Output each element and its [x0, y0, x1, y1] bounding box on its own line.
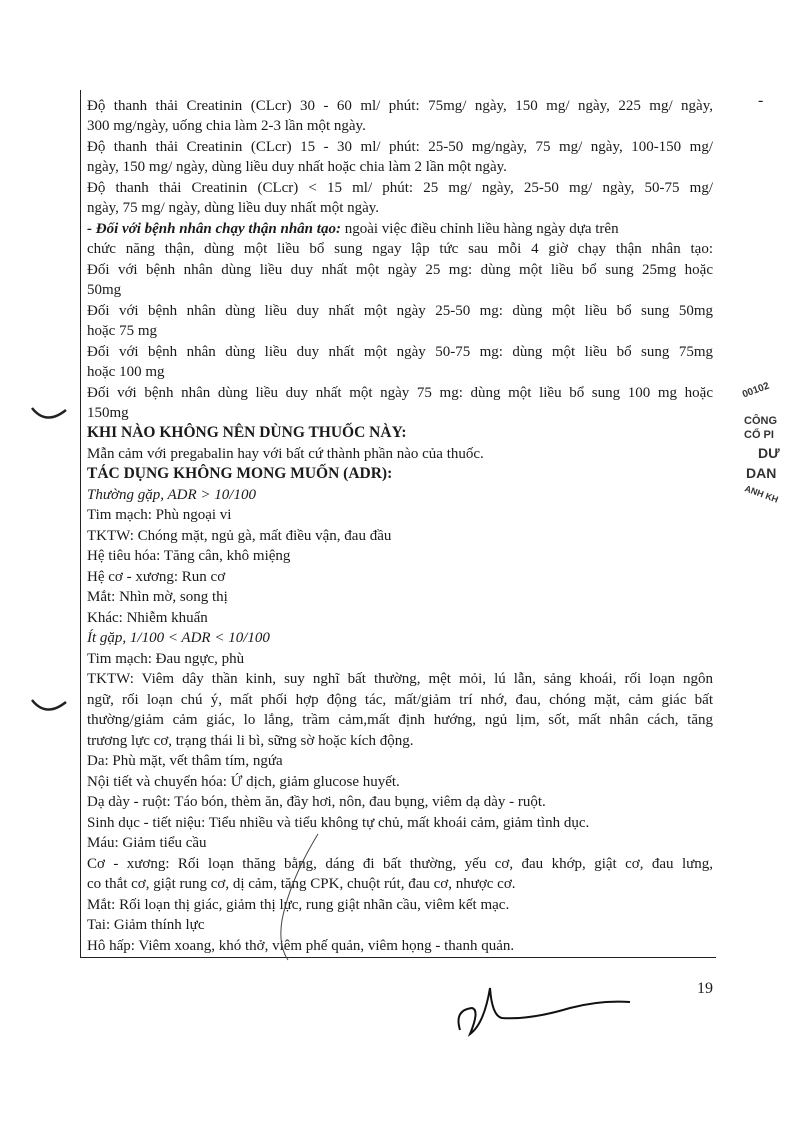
- text-line: Tim mạch: Phù ngoại vi: [87, 507, 232, 523]
- text-line: Tim mạch: Đau ngực, phù: [87, 651, 245, 667]
- text-line: ngữ, rối loạn chú ý, mất phối hợp động tác, mất/giảm trí nhớ, đau, chóng mặt, cảm giác bất: [87, 692, 713, 708]
- text-line: Độ thanh thải Creatinin (CLcr) 30 - 60 ml/ phút: 75mg/ ngày, 150 mg/ ngày, 225 mg/ ngày,: [87, 98, 713, 114]
- text-line: co thắt cơ, giật rung cơ, dị cảm, tăng CPK, chuột rút, đau cơ, nhược cơ.: [87, 876, 516, 892]
- text-line: Khác: Nhiễm khuẩn: [87, 610, 208, 626]
- stamp-text: CÔNG: [744, 415, 777, 427]
- stamp-text: ANH KH: [743, 483, 780, 505]
- text-line: ngoài việc điều chỉnh liều hàng ngày dựa trên: [344, 221, 619, 237]
- text-line: Đối với bệnh nhân dùng liều duy nhất một ngày 50-75 mg: dùng một liều bổ sung 75mg: [87, 344, 713, 360]
- dialysis-line: [87, 219, 713, 239]
- text-line: Mắt: Rối loạn thị giác, giảm thị lực, rung giật nhãn cầu, viêm kết mạc.: [87, 897, 510, 913]
- text-line: chức năng thận, dùng một liều bổ sung ngay lập tức sau mỗi 4 giờ chạy thận nhân tạo:: [87, 241, 713, 257]
- text-line: Đối với bệnh nhân dùng liều duy nhất một ngày 75 mg: dùng một liều bổ sung 100 mg hoặc: [87, 385, 713, 401]
- stamp-text: 00102: [740, 380, 771, 401]
- text-line: Mẫn cảm với pregabalin hay với bất cứ thành phần nào của thuốc.: [87, 446, 484, 462]
- text-line: Đối với bệnh nhân dùng liều duy nhất một ngày 25 mg: dùng một liều bổ sung 25mg hoặc: [87, 262, 713, 278]
- text-line: Cơ - xương: Rối loạn thăng bằng, dáng đi bất thường, yếu cơ, đau khớp, giật cơ, đau lưng,: [87, 856, 713, 872]
- frequency-label: Thường gặp, ADR > 10/100: [87, 487, 256, 503]
- text-line: hoặc 100 mg: [87, 364, 165, 380]
- text-line: Da: Phù mặt, vết thâm tím, ngứa: [87, 753, 283, 769]
- text-line: Độ thanh thải Creatinin (CLcr) 15 - 30 ml/ phút: 25-50 mg/ngày, 75 mg/ ngày, 100-150 mg/: [87, 139, 713, 155]
- text-line: Hệ cơ - xương: Run cơ: [87, 569, 226, 585]
- text-line: ngày, 150 mg/ ngày, dùng liều duy nhất hoặc chia làm 2 lần một ngày.: [87, 159, 507, 175]
- text-line: Dạ dày - ruột: Táo bón, thèm ăn, đầy hơi, nôn, đau bụng, viêm dạ dày - ruột.: [87, 794, 546, 810]
- text-line: 50mg: [87, 282, 122, 298]
- text-line: trương lực cơ, trạng thái li bì, sững sờ hoặc kích động.: [87, 733, 414, 749]
- text-line: 150mg: [87, 405, 129, 421]
- text-line: ngày, 75 mg/ ngày, dùng liều duy nhất một ngày.: [87, 200, 380, 216]
- pen-stroke-mark: [230, 820, 350, 970]
- header-dash: -: [758, 92, 764, 109]
- section-heading: KHI NÀO KHÔNG NÊN DÙNG THUỐC NÀY:: [87, 424, 407, 441]
- stamp-text: CỔ PI: [744, 429, 774, 441]
- text-line: Tai: Giảm thính lực: [87, 917, 205, 933]
- text-line: 300 mg/ngày, uống chia làm 2-3 lần một ngày.: [87, 118, 366, 134]
- text-line: Máu: Giảm tiểu cầu: [87, 835, 207, 851]
- text-line: Nội tiết và chuyển hóa: Ứ dịch, giảm glucose huyết.: [87, 774, 400, 790]
- text-line: TKTW: Viêm dây thần kinh, suy nghĩ bất thường, mệt mỏi, lú lẫn, sảng khoái, rối loạn ngôn: [87, 671, 713, 687]
- text-line: Hệ tiêu hóa: Tăng cân, khô miệng: [87, 548, 291, 564]
- text-line: Mắt: Nhìn mờ, song thị: [87, 589, 228, 605]
- text-line: hoặc 75 mg: [87, 323, 157, 339]
- punch-hole-mark-icon: [28, 692, 72, 722]
- signature-mark: [450, 980, 650, 1050]
- text-line: Sinh dục - tiết niệu: Tiểu nhiều và tiểu không tự chủ, mất khoái cảm, giảm tình dục.: [87, 815, 590, 831]
- text-line: TKTW: Chóng mặt, ngủ gà, mất điều vận, đau đầu: [87, 528, 392, 544]
- text-line: Đối với bệnh nhân dùng liều duy nhất một ngày 25-50 mg: dùng một liều bổ sung 50mg: [87, 303, 713, 319]
- stamp-text: DƯ: [758, 445, 780, 461]
- frequency-label: Ít gặp, 1/100 < ADR < 10/100: [87, 630, 270, 646]
- text-line: thường/giảm cảm giác, lo lắng, trầm cảm,mất định hướng, ngủ lịm, sốt, mất nhân cách, tăng: [87, 712, 713, 728]
- text-line: Độ thanh thải Creatinin (CLcr) < 15 ml/ phút: 25 mg/ ngày, 25-50 mg/ ngày, 50-75 mg/: [87, 180, 713, 196]
- punch-hole-mark-icon: [28, 400, 72, 430]
- page-number: 19: [697, 980, 713, 997]
- stamp-text: DAN: [746, 465, 777, 481]
- stamp-fragment: [736, 380, 800, 525]
- dialysis-label: - Đối với bệnh nhân chạy thận nhân tạo:: [87, 221, 341, 237]
- section-heading: TÁC DỤNG KHÔNG MONG MUỐN (ADR):: [87, 465, 393, 482]
- text-line: Hô hấp: Viêm xoang, khó thở, viêm phế quản, viêm họng - thanh quản.: [87, 938, 515, 954]
